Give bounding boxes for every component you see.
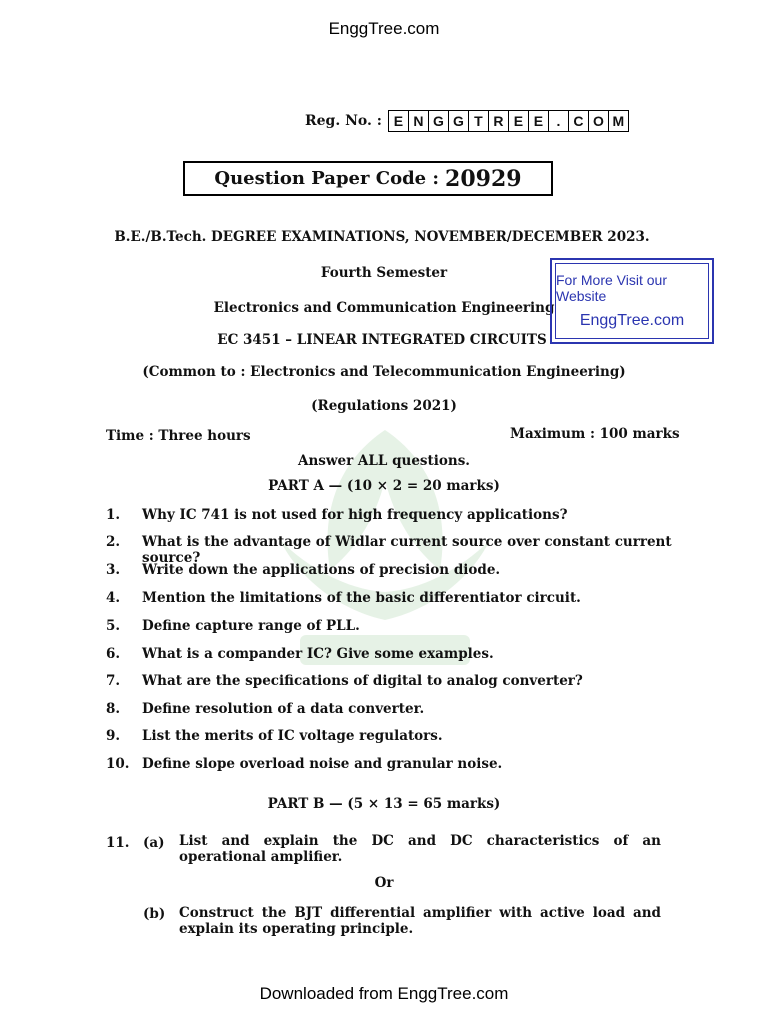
question-row <box>106 618 672 634</box>
website-ad-line1: For More Visit our Website <box>556 272 667 304</box>
reg-number-boxes <box>388 110 629 132</box>
question-paper-code-label: Question Paper Code : <box>214 168 440 189</box>
reg-number-label: Reg. No. : <box>305 113 382 129</box>
site-header: EnggTree.com <box>328 19 440 38</box>
question-paper-code-box <box>183 161 553 196</box>
part-a-title: PART A — (10 × 2 = 20 marks) <box>268 478 500 494</box>
reg-number-char-box: E <box>508 111 528 131</box>
reg-number-char-box: O <box>588 111 608 131</box>
question-number: 9. <box>106 728 121 744</box>
question-text: What is a compander IC? Give some examples. <box>142 646 494 662</box>
question-text: Mention the limitations of the basic differentiator circuit. <box>142 590 581 606</box>
question-text: List the merits of IC voltage regulators. <box>142 728 443 744</box>
question-number: 7. <box>106 673 121 689</box>
question-number: 5. <box>106 618 121 634</box>
reg-number-row <box>305 110 629 132</box>
question-row <box>106 507 672 523</box>
instructions: Answer ALL questions. <box>298 453 470 469</box>
question-number: 1. <box>106 507 121 523</box>
question-11b-text: Construct the BJT differential amplifier with active load and explain its operating principle. <box>179 905 661 937</box>
common-to: (Common to : Electronics and Telecommunication Engineering) <box>142 364 626 380</box>
question-11a-text: List and explain the DC and DC characteristics of an operational amplifier. <box>179 833 661 865</box>
reg-number-char-box: C <box>568 111 588 131</box>
course-title: EC 3451 – LINEAR INTEGRATED CIRCUITS <box>217 332 547 348</box>
reg-number-char-box: G <box>428 111 448 131</box>
reg-number-char-box: T <box>468 111 488 131</box>
website-ad-box[interactable] <box>550 258 714 344</box>
question-row <box>106 673 672 689</box>
reg-number-char-box: M <box>608 111 628 131</box>
question-11a-label: (a) <box>143 835 165 851</box>
website-ad-inner <box>555 263 709 339</box>
question-text: What are the specifications of digital to analog converter? <box>142 673 583 689</box>
question-row <box>106 562 672 578</box>
reg-number-char-box: G <box>448 111 468 131</box>
question-row <box>106 590 672 606</box>
question-text: Write down the applications of precision diode. <box>142 562 501 578</box>
semester: Fourth Semester <box>320 265 448 281</box>
question-number: 3. <box>106 562 121 578</box>
question-row <box>106 728 672 744</box>
question-text: Define resolution of a data converter. <box>142 701 425 717</box>
or-separator: Or <box>374 875 394 891</box>
part-b-title: PART B — (5 × 13 = 65 marks) <box>267 796 501 812</box>
question-number: 11. <box>106 835 130 851</box>
reg-number-char-box: N <box>408 111 428 131</box>
website-ad-link[interactable]: EnggTree.com <box>579 312 685 329</box>
question-paper-code: 20929 <box>445 165 522 192</box>
question-number: 10. <box>106 756 130 772</box>
question-text: Why IC 741 is not used for high frequency applications? <box>142 507 568 523</box>
question-number: 6. <box>106 646 121 662</box>
reg-number-char-box: R <box>488 111 508 131</box>
maximum-marks: Maximum : 100 marks <box>510 426 680 442</box>
reg-number-char-box: E <box>528 111 548 131</box>
question-number: 2. <box>106 534 121 550</box>
question-11b-label: (b) <box>143 906 166 922</box>
question-row <box>106 756 672 772</box>
exam-title: B.E./B.Tech. DEGREE EXAMINATIONS, NOVEMBER/DECEMBER 2023. <box>114 229 650 245</box>
question-row <box>106 701 672 717</box>
branch: Electronics and Communication Engineering <box>213 300 555 316</box>
reg-number-char-box: . <box>548 111 568 131</box>
regulations: (Regulations 2021) <box>311 398 457 414</box>
time-duration: Time : Three hours <box>106 428 251 444</box>
question-number: 8. <box>106 701 121 717</box>
question-text: Define slope overload noise and granular noise. <box>142 756 503 772</box>
question-text: Define capture range of PLL. <box>142 618 360 634</box>
question-row <box>106 646 672 662</box>
reg-number-char-box: E <box>393 113 404 129</box>
question-text: What is the advantage of Widlar current source over constant current source? <box>142 534 672 566</box>
site-footer: Downloaded from EnggTree.com <box>259 984 509 1003</box>
question-number: 4. <box>106 590 121 606</box>
